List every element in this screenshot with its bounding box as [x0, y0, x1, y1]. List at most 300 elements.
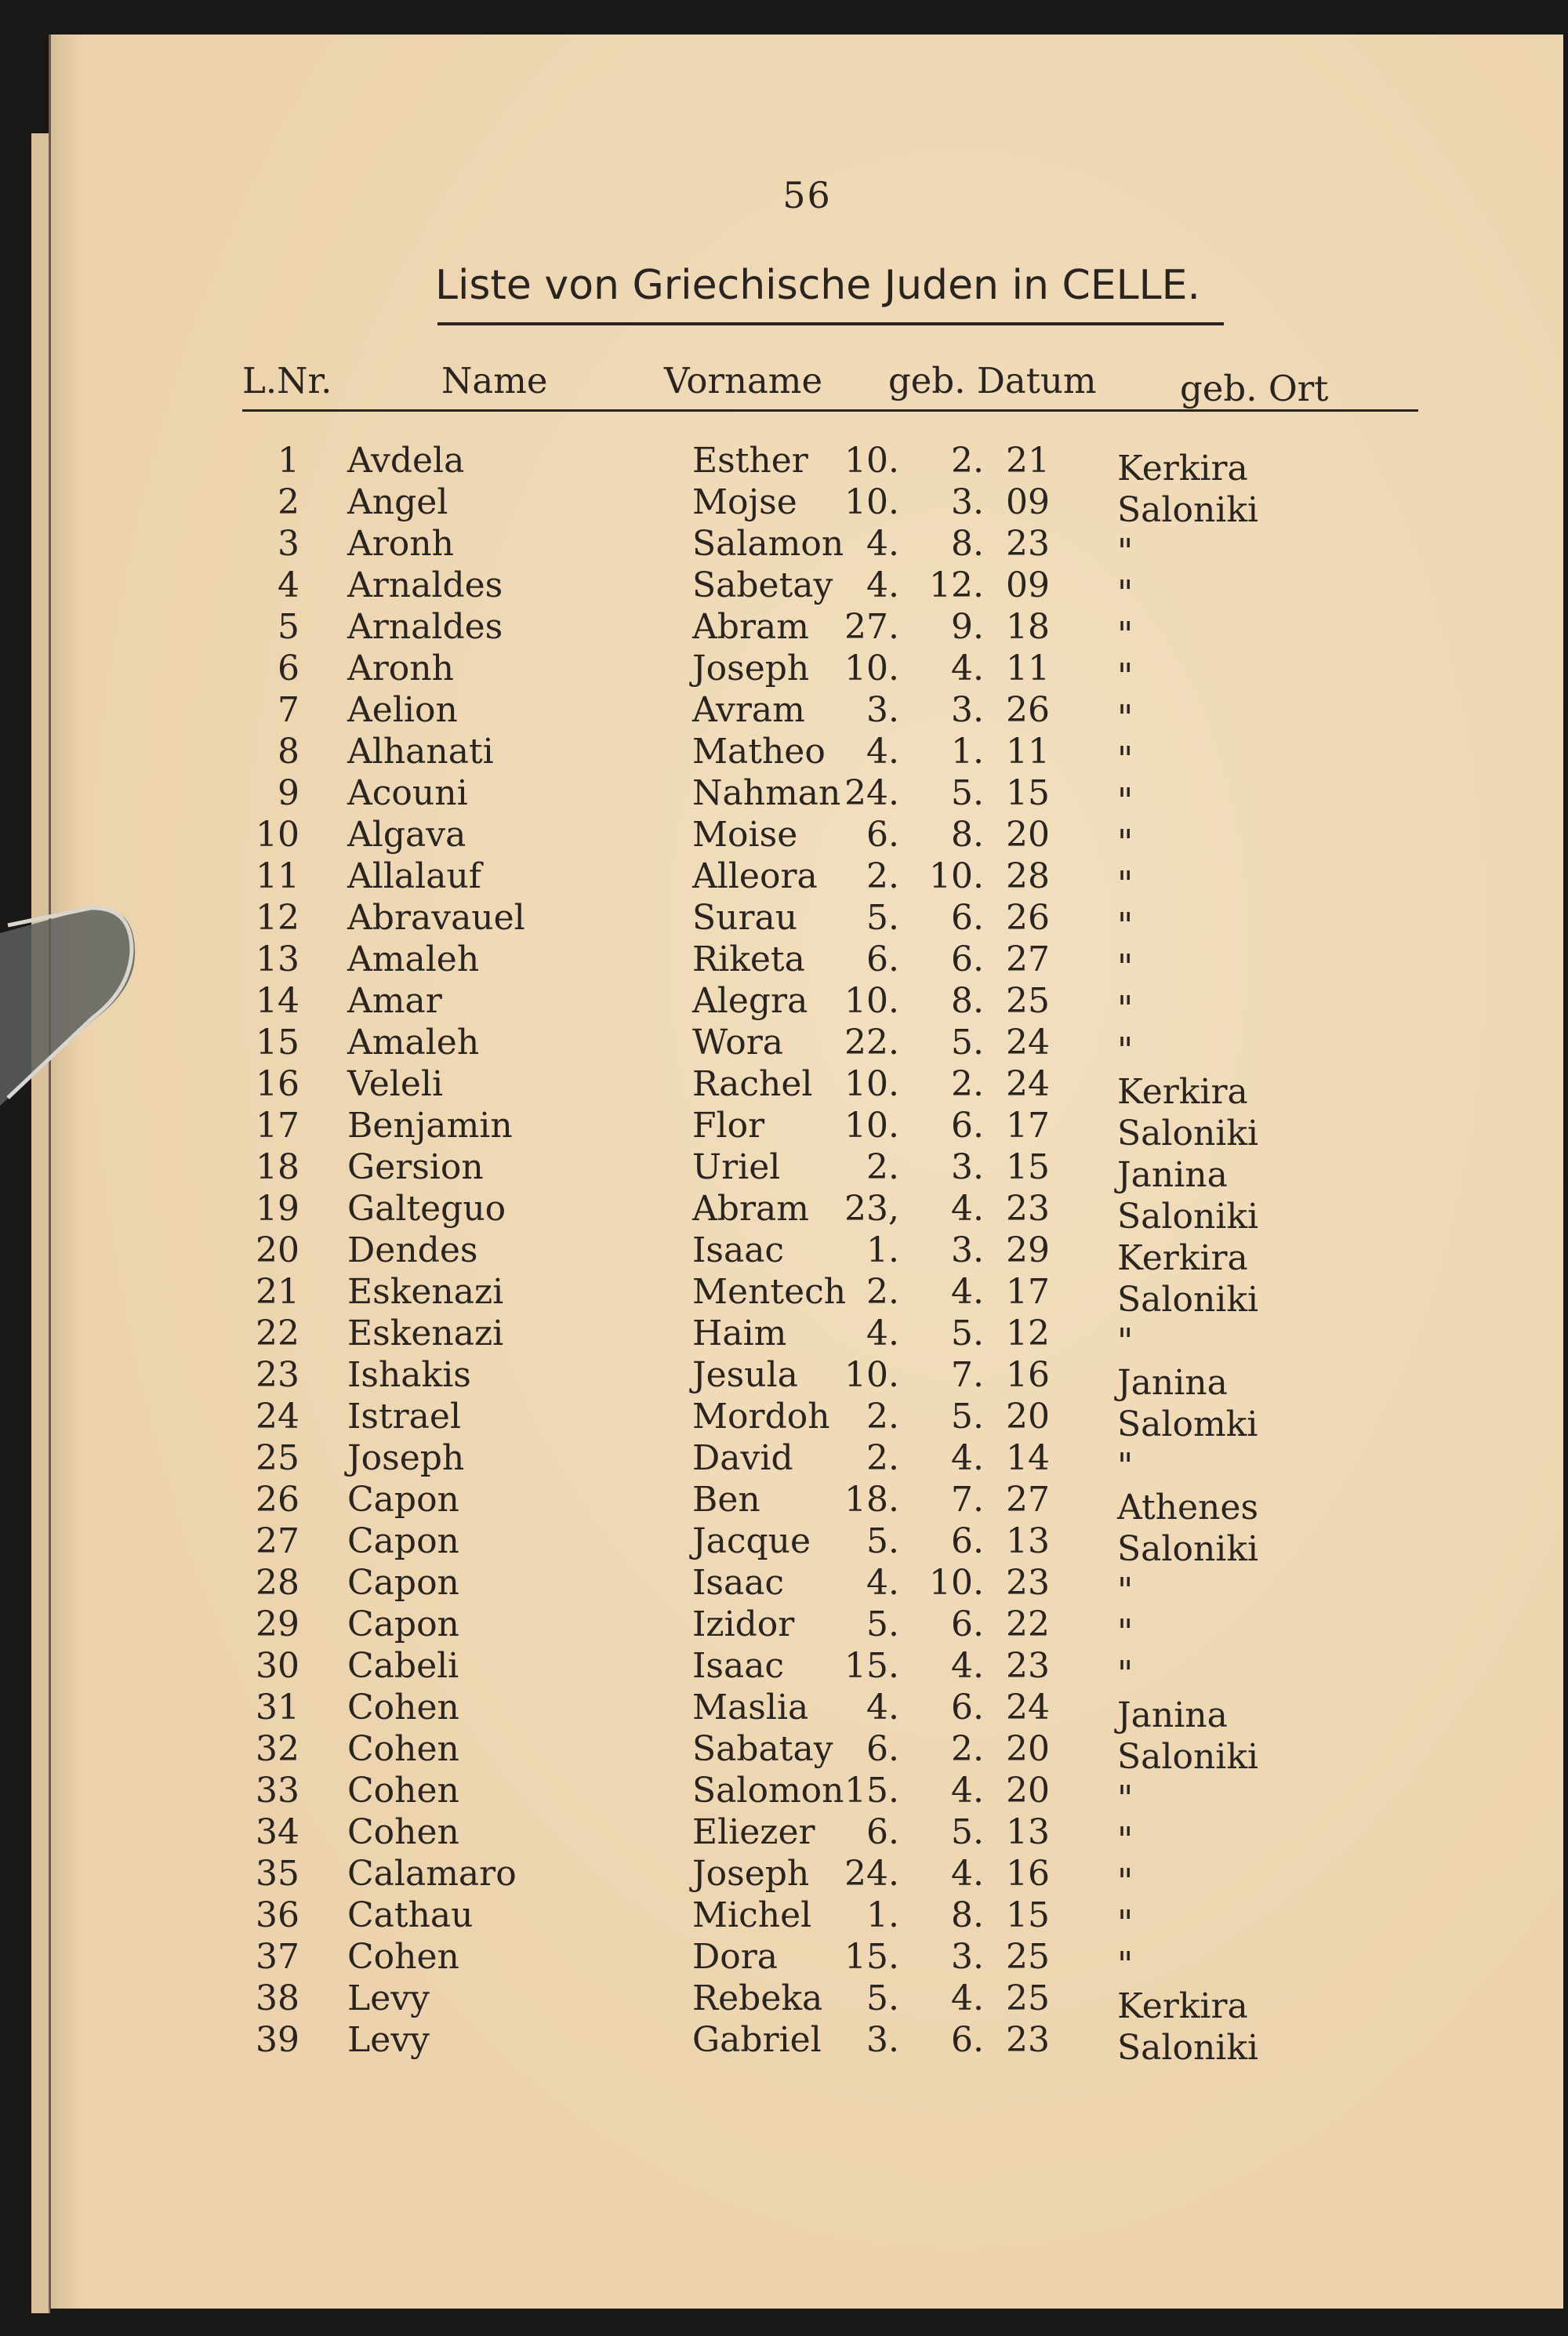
cell-ort: ": [1117, 698, 1134, 738]
cell-vorname: Dora: [692, 1937, 779, 1977]
page-number: 56: [782, 174, 832, 216]
cell-ort: ": [1117, 1446, 1134, 1486]
cell-d: 10.: [844, 981, 899, 1021]
cell-vorname: Mojse: [692, 482, 797, 522]
cell-name: Benjamin: [347, 1106, 513, 1146]
cell-d: 2.: [866, 856, 899, 896]
cell-y: 23: [1006, 1189, 1050, 1229]
cell-nr: 7: [278, 690, 299, 730]
cell-vorname: Abram: [692, 607, 809, 647]
cell-name: Avdela: [347, 441, 465, 481]
entries-table: [51, 441, 1563, 2068]
cell-ort: ": [1117, 906, 1134, 946]
cell-d: 15.: [844, 1646, 899, 1686]
cell-vorname: Ben: [692, 1480, 760, 1520]
cell-m: 4.: [951, 648, 984, 688]
table-row: [51, 648, 1563, 696]
cell-nr: 3: [278, 524, 299, 564]
cell-y: 20: [1006, 1729, 1050, 1769]
cell-vorname: David: [692, 1438, 793, 1478]
table-row: [51, 1147, 1563, 1195]
table-row: [51, 1937, 1563, 1985]
cell-vorname: Jacque: [692, 1521, 811, 1561]
cell-name: Allalauf: [347, 856, 482, 896]
table-row: [51, 898, 1563, 946]
cell-m: 6.: [951, 1106, 984, 1146]
cell-d: 10.: [844, 648, 899, 688]
cell-name: Capon: [347, 1604, 459, 1644]
cell-m: 4.: [951, 1854, 984, 1894]
cell-name: Cohen: [347, 1812, 459, 1852]
table-row: [51, 939, 1563, 987]
cell-vorname: Riketa: [692, 939, 805, 979]
cell-vorname: Isaac: [692, 1563, 785, 1603]
cell-m: 4.: [951, 1771, 984, 1811]
cell-d: 10.: [844, 482, 899, 522]
header-vorname: Vorname: [664, 360, 823, 401]
cell-nr: 1: [278, 441, 299, 481]
cell-y: 14: [1006, 1438, 1050, 1478]
header-name: Name: [441, 360, 548, 401]
cell-d: 4.: [866, 524, 899, 564]
table-row: [51, 690, 1563, 738]
cell-name: Joseph: [347, 1438, 465, 1478]
cell-m: 4.: [951, 1978, 984, 2018]
cell-d: 2.: [866, 1272, 899, 1312]
table-row: [51, 732, 1563, 779]
header-datum: geb. Datum: [888, 360, 1097, 401]
cell-nr: 6: [278, 648, 299, 688]
cell-vorname: Alleora: [692, 856, 818, 896]
cell-y: 25: [1006, 1978, 1050, 2018]
table-row: [51, 1563, 1563, 1611]
cell-m: 6.: [951, 2020, 984, 2060]
cell-m: 3.: [951, 1937, 984, 1977]
cell-y: 15: [1006, 1147, 1050, 1187]
cell-d: 23,: [844, 1189, 899, 1229]
cell-m: 4.: [951, 1646, 984, 1686]
cell-nr: 24: [256, 1397, 299, 1437]
cell-name: Cohen: [347, 1729, 459, 1769]
cell-ort: ": [1117, 864, 1134, 904]
cell-ort: Saloniki: [1117, 1529, 1259, 1569]
cell-y: 20: [1006, 1397, 1050, 1437]
cell-ort: Kerkira: [1117, 1986, 1248, 2026]
cell-nr: 8: [278, 732, 299, 772]
cell-y: 20: [1006, 1771, 1050, 1811]
cell-y: 23: [1006, 1646, 1050, 1686]
cell-vorname: Michel: [692, 1895, 812, 1935]
cell-ort: ": [1117, 1571, 1134, 1611]
cell-ort: ": [1117, 823, 1134, 863]
cell-nr: 23: [256, 1355, 299, 1395]
cell-nr: 21: [256, 1272, 299, 1312]
cell-m: 9.: [951, 607, 984, 647]
cell-d: 15.: [844, 1771, 899, 1811]
cell-ort: ": [1117, 573, 1134, 613]
cell-nr: 2: [278, 482, 299, 522]
cell-vorname: Uriel: [692, 1147, 781, 1187]
table-row: [51, 565, 1563, 613]
cell-name: Amar: [347, 981, 442, 1021]
cell-m: 4.: [951, 1189, 984, 1229]
cell-d: 6.: [866, 1812, 899, 1852]
cell-m: 5.: [951, 1023, 984, 1063]
cell-nr: 4: [278, 565, 299, 605]
cell-ort: Salomki: [1117, 1404, 1258, 1444]
cell-name: Eskenazi: [347, 1272, 504, 1312]
cell-y: 24: [1006, 1064, 1050, 1104]
table-row: [51, 1604, 1563, 1652]
cell-name: Levy: [347, 1978, 430, 2018]
table-row: [51, 1230, 1563, 1278]
cell-d: 2.: [866, 1397, 899, 1437]
cell-y: 27: [1006, 1480, 1050, 1520]
cell-ort: Athenes: [1117, 1488, 1259, 1528]
table-row: [51, 1355, 1563, 1403]
cell-name: Levy: [347, 2020, 430, 2060]
table-row: [51, 1895, 1563, 1943]
cell-nr: 13: [256, 939, 299, 979]
cell-m: 6.: [951, 898, 984, 938]
table-row: [51, 815, 1563, 863]
cell-y: 24: [1006, 1023, 1050, 1063]
cell-vorname: Eliezer: [692, 1812, 815, 1852]
cell-nr: 32: [256, 1729, 299, 1769]
cell-nr: 26: [256, 1480, 299, 1520]
cell-y: 29: [1006, 1230, 1050, 1270]
table-row: [51, 524, 1563, 572]
cell-ort: ": [1117, 781, 1134, 821]
cell-y: 16: [1006, 1854, 1050, 1894]
table-row: [51, 1064, 1563, 1112]
cell-name: Amaleh: [347, 1023, 480, 1063]
cell-nr: 35: [256, 1854, 299, 1894]
cell-ort: ": [1117, 1612, 1134, 1652]
cell-m: 6.: [951, 939, 984, 979]
table-row: [51, 441, 1563, 489]
cell-name: Istrael: [347, 1397, 462, 1437]
header-nr: L.Nr.: [242, 360, 332, 401]
cell-d: 3.: [866, 690, 899, 730]
header-ort: geb. Ort: [1180, 368, 1329, 409]
cell-m: 2.: [951, 441, 984, 481]
cell-m: 2.: [951, 1729, 984, 1769]
cell-y: 25: [1006, 1937, 1050, 1977]
cell-vorname: Jesula: [692, 1355, 798, 1395]
cell-y: 21: [1006, 441, 1050, 481]
cell-d: 10.: [844, 1064, 899, 1104]
cell-ort: Saloniki: [1117, 490, 1259, 530]
table-row: [51, 1646, 1563, 1694]
table-row: [51, 1771, 1563, 1818]
cell-name: Capon: [347, 1563, 459, 1603]
cell-nr: 27: [256, 1521, 299, 1561]
cell-d: 24.: [844, 1854, 899, 1894]
cell-y: 12: [1006, 1313, 1050, 1353]
table-row: [51, 1480, 1563, 1528]
cell-d: 5.: [866, 1521, 899, 1561]
cell-vorname: Alegra: [692, 981, 808, 1021]
cell-d: 5.: [866, 1978, 899, 2018]
paper-clip-icon: [0, 902, 141, 1121]
cell-d: 27.: [844, 607, 899, 647]
cell-m: 2.: [951, 1064, 984, 1104]
cell-ort: Saloniki: [1117, 1197, 1259, 1237]
cell-name: Arnaldes: [347, 565, 503, 605]
cell-name: Cohen: [347, 1688, 459, 1727]
header-rule: [242, 409, 1418, 412]
cell-m: 5.: [951, 1397, 984, 1437]
cell-vorname: Gabriel: [692, 2020, 822, 2060]
cell-d: 1.: [866, 1895, 899, 1935]
table-row: [51, 1812, 1563, 1860]
cell-vorname: Moise: [692, 815, 798, 855]
cell-ort: Saloniki: [1117, 1280, 1259, 1320]
cell-name: Aronh: [347, 524, 454, 564]
cell-name: Veleli: [347, 1064, 444, 1104]
cell-d: 4.: [866, 1313, 899, 1353]
cell-vorname: Sabatay: [692, 1729, 833, 1769]
table-row: [51, 1978, 1563, 2026]
cell-y: 27: [1006, 939, 1050, 979]
underlying-page-edge: [31, 133, 50, 2313]
cell-ort: ": [1117, 739, 1134, 779]
cell-nr: 25: [256, 1438, 299, 1478]
cell-nr: 12: [256, 898, 299, 938]
table-row: [51, 1854, 1563, 1902]
cell-nr: 18: [256, 1147, 299, 1187]
cell-ort: ": [1117, 1862, 1134, 1902]
table-row: [51, 482, 1563, 530]
cell-m: 4.: [951, 1272, 984, 1312]
table-row: [51, 1397, 1563, 1444]
cell-d: 6.: [866, 1729, 899, 1769]
cell-ort: ": [1117, 615, 1134, 655]
cell-ort: ": [1117, 1903, 1134, 1943]
cell-y: 17: [1006, 1272, 1050, 1312]
cell-nr: 34: [256, 1812, 299, 1852]
cell-nr: 33: [256, 1771, 299, 1811]
cell-ort: Janina: [1117, 1695, 1228, 1735]
cell-ort: ": [1117, 1820, 1134, 1860]
table-row: [51, 1729, 1563, 1777]
cell-y: 20: [1006, 815, 1050, 855]
cell-d: 4.: [866, 732, 899, 772]
cell-vorname: Salamon: [692, 524, 844, 564]
cell-name: Abravauel: [347, 898, 525, 938]
cell-y: 23: [1006, 1563, 1050, 1603]
cell-d: 5.: [866, 898, 899, 938]
cell-vorname: Joseph: [692, 1854, 810, 1894]
cell-ort: Kerkira: [1117, 1238, 1248, 1278]
cell-nr: 16: [256, 1064, 299, 1104]
cell-vorname: Salomon: [692, 1771, 844, 1811]
cell-name: Alhanati: [347, 732, 494, 772]
cell-y: 09: [1006, 565, 1050, 605]
cell-y: 23: [1006, 2020, 1050, 2060]
cell-y: 11: [1006, 648, 1050, 688]
cell-m: 1.: [951, 732, 984, 772]
cell-nr: 30: [256, 1646, 299, 1686]
cell-m: 8.: [951, 1895, 984, 1935]
cell-d: 4.: [866, 565, 899, 605]
table-row: [51, 1438, 1563, 1486]
cell-name: Capon: [347, 1480, 459, 1520]
cell-m: 3.: [951, 1147, 984, 1187]
table-row: [51, 1313, 1563, 1361]
cell-d: 10.: [844, 1355, 899, 1395]
title-underline: [437, 322, 1224, 325]
cell-vorname: Surau: [692, 898, 798, 938]
cell-nr: 10: [256, 815, 299, 855]
table-row: [51, 1023, 1563, 1070]
cell-m: 8.: [951, 981, 984, 1021]
cell-d: 3.: [866, 2020, 899, 2060]
cell-y: 13: [1006, 1521, 1050, 1561]
cell-nr: 36: [256, 1895, 299, 1935]
cell-vorname: Avram: [692, 690, 805, 730]
table-row: [51, 1106, 1563, 1153]
cell-ort: Kerkira: [1117, 1072, 1248, 1112]
table-row: [51, 981, 1563, 1029]
cell-ort: ": [1117, 532, 1134, 572]
cell-m: 3.: [951, 1230, 984, 1270]
cell-m: 7.: [951, 1480, 984, 1520]
cell-nr: 28: [256, 1563, 299, 1603]
cell-vorname: Nahman: [692, 773, 841, 813]
cell-vorname: Matheo: [692, 732, 826, 772]
cell-ort: ": [1117, 1654, 1134, 1694]
cell-ort: Saloniki: [1117, 2028, 1259, 2068]
cell-m: 6.: [951, 1521, 984, 1561]
cell-d: 22.: [844, 1023, 899, 1063]
cell-nr: 37: [256, 1937, 299, 1977]
cell-d: 10.: [844, 441, 899, 481]
cell-ort: Saloniki: [1117, 1114, 1259, 1153]
cell-name: Algava: [347, 815, 466, 855]
cell-vorname: Haim: [692, 1313, 787, 1353]
cell-ort: Janina: [1117, 1363, 1228, 1403]
cell-m: 12.: [929, 565, 984, 605]
table-row: [51, 607, 1563, 655]
cell-d: 15.: [844, 1937, 899, 1977]
cell-ort: ": [1117, 947, 1134, 987]
cell-vorname: Abram: [692, 1189, 809, 1229]
document-page: [49, 35, 1563, 2309]
table-row: [51, 773, 1563, 821]
cell-name: Gersion: [347, 1147, 484, 1187]
cell-vorname: Rebeka: [692, 1978, 823, 2018]
table-row: [51, 1521, 1563, 1569]
cell-name: Ishakis: [347, 1355, 471, 1395]
cell-nr: 39: [256, 2020, 299, 2060]
cell-nr: 5: [278, 607, 299, 647]
cell-vorname: Isaac: [692, 1230, 785, 1270]
cell-y: 23: [1006, 524, 1050, 564]
table-row: [51, 2020, 1563, 2068]
cell-vorname: Joseph: [692, 648, 810, 688]
cell-name: Amaleh: [347, 939, 480, 979]
table-row: [51, 1688, 1563, 1735]
cell-nr: 20: [256, 1230, 299, 1270]
cell-m: 5.: [951, 773, 984, 813]
cell-name: Capon: [347, 1521, 459, 1561]
cell-ort: ": [1117, 989, 1134, 1029]
cell-nr: 9: [278, 773, 299, 813]
cell-vorname: Mentech: [692, 1272, 847, 1312]
cell-y: 25: [1006, 981, 1050, 1021]
cell-y: 26: [1006, 690, 1050, 730]
cell-name: Cohen: [347, 1937, 459, 1977]
cell-m: 3.: [951, 482, 984, 522]
cell-nr: 19: [256, 1189, 299, 1229]
cell-nr: 15: [256, 1023, 299, 1063]
cell-name: Arnaldes: [347, 607, 503, 647]
cell-m: 6.: [951, 1688, 984, 1727]
cell-vorname: Izidor: [692, 1604, 795, 1644]
cell-d: 6.: [866, 939, 899, 979]
cell-m: 5.: [951, 1812, 984, 1852]
cell-m: 8.: [951, 815, 984, 855]
cell-m: 4.: [951, 1438, 984, 1478]
cell-y: 15: [1006, 773, 1050, 813]
cell-d: 18.: [844, 1480, 899, 1520]
cell-name: Cathau: [347, 1895, 474, 1935]
cell-d: 4.: [866, 1688, 899, 1727]
cell-ort: ": [1117, 1945, 1134, 1985]
cell-m: 7.: [951, 1355, 984, 1395]
cell-name: Galteguo: [347, 1189, 506, 1229]
table-row: [51, 1272, 1563, 1320]
cell-y: 18: [1006, 607, 1050, 647]
cell-d: 2.: [866, 1438, 899, 1478]
cell-y: 26: [1006, 898, 1050, 938]
cell-y: 11: [1006, 732, 1050, 772]
cell-name: Cohen: [347, 1771, 459, 1811]
cell-d: 6.: [866, 815, 899, 855]
cell-y: 24: [1006, 1688, 1050, 1727]
cell-m: 5.: [951, 1313, 984, 1353]
cell-nr: 31: [256, 1688, 299, 1727]
cell-ort: ": [1117, 1030, 1134, 1070]
table-row: [51, 856, 1563, 904]
cell-y: 28: [1006, 856, 1050, 896]
cell-vorname: Maslia: [692, 1688, 809, 1727]
cell-y: 16: [1006, 1355, 1050, 1395]
cell-m: 3.: [951, 690, 984, 730]
table-row: [51, 1189, 1563, 1237]
cell-d: 1.: [866, 1230, 899, 1270]
cell-name: Acouni: [347, 773, 468, 813]
cell-ort: Saloniki: [1117, 1737, 1259, 1777]
cell-ort: ": [1117, 1778, 1134, 1818]
cell-m: 10.: [929, 856, 984, 896]
cell-name: Eskenazi: [347, 1313, 504, 1353]
cell-nr: 22: [256, 1313, 299, 1353]
cell-y: 22: [1006, 1604, 1050, 1644]
cell-d: 4.: [866, 1563, 899, 1603]
cell-vorname: Mordoh: [692, 1397, 830, 1437]
cell-ort: Janina: [1117, 1155, 1228, 1195]
cell-vorname: Sabetay: [692, 565, 833, 605]
cell-d: 10.: [844, 1106, 899, 1146]
cell-vorname: Isaac: [692, 1646, 785, 1686]
list-title: Liste von Griechische Juden in CELLE.: [435, 262, 1200, 309]
cell-m: 10.: [929, 1563, 984, 1603]
cell-nr: 11: [256, 856, 299, 896]
cell-m: 6.: [951, 1604, 984, 1644]
